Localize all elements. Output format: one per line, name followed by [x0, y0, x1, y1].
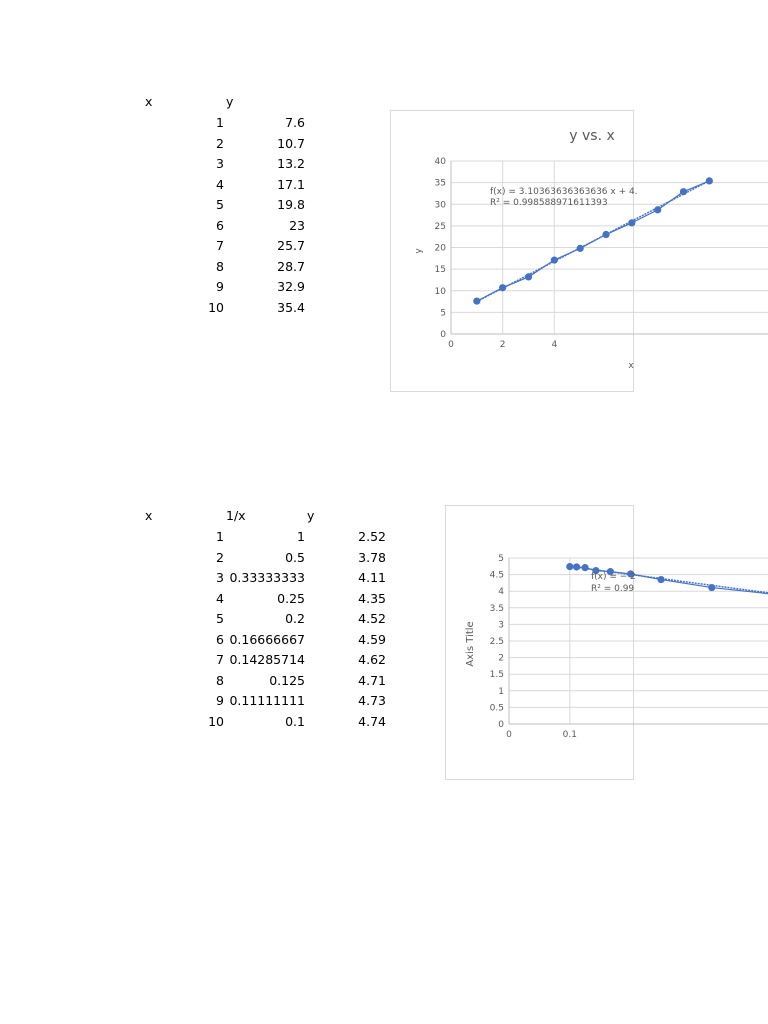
table1-y-cell: 10.7 — [277, 135, 305, 151]
table2-x-cell: 10 — [208, 713, 224, 729]
y-tick-label: 2 — [498, 653, 504, 664]
y-tick-label: 10 — [434, 286, 446, 297]
data-point — [499, 284, 506, 291]
data-point — [473, 298, 480, 305]
table2-y-cell: 4.35 — [358, 590, 386, 606]
y-tick-label: 40 — [434, 157, 446, 167]
table2-inv-x-cell: 1 — [297, 529, 305, 544]
data-point — [654, 206, 661, 213]
data-point — [581, 564, 588, 571]
plot-layer — [435, 157, 768, 350]
chart-y-vs-inverse-x-svg — [446, 506, 636, 779]
table2-x-cell: 3 — [216, 570, 224, 585]
table2-inv-x-cell: 0.2 — [285, 611, 305, 626]
table2-x-cell: 2 — [216, 549, 224, 565]
data-point — [628, 219, 635, 226]
chart-y-vs-x — [390, 110, 638, 392]
y-tick-label: 0 — [498, 720, 504, 730]
table2-header-inv-x: 1/x — [226, 508, 246, 523]
x-tick-label: 0 — [448, 340, 454, 350]
y-tick-label: 20 — [434, 243, 446, 254]
table1-y-cell: 13.2 — [277, 156, 305, 171]
table2-y-cell: 4.71 — [358, 672, 386, 688]
table1-x-cell: 8 — [216, 258, 224, 274]
table1-y-cell: 7.6 — [285, 115, 305, 130]
table2-y-cell: 4.73 — [358, 693, 386, 708]
table2-y-cell: 4.52 — [358, 611, 386, 626]
y-tick-label: 3 — [498, 620, 504, 631]
table2-inv-x-cell: 0.16666667 — [229, 631, 305, 647]
y-tick-label: 5 — [440, 308, 446, 319]
table1-y-cell: 32.9 — [277, 279, 305, 294]
y-tick-label: 35 — [434, 178, 446, 189]
table2-y-cell: 4.59 — [358, 631, 386, 647]
table2-x-cell: 1 — [216, 529, 224, 544]
table1-y-cell: 35.4 — [277, 299, 305, 315]
table1-x-cell: 3 — [216, 156, 224, 171]
x-tick-label: 2 — [499, 340, 506, 350]
data-point — [680, 188, 687, 195]
y-axis-label: Axis Title — [465, 621, 476, 667]
table1-x-cell: 10 — [208, 299, 224, 315]
chart-y-vs-x-svg — [391, 111, 638, 391]
table2-header-x: x — [145, 508, 153, 523]
table1-x-cell: 1 — [216, 115, 224, 130]
trendline-equation: f(x) = 3.10363636363636 x + 4. — [490, 187, 638, 197]
y-tick-label: 4 — [498, 587, 504, 598]
table2-x-cell: 4 — [216, 590, 224, 606]
chart-y-vs-inverse-x — [445, 505, 634, 780]
table2-header-y: y — [307, 508, 315, 523]
x-tick-label: 4 — [551, 340, 558, 350]
data-point — [551, 256, 558, 263]
table2-x-cell: 9 — [216, 693, 224, 708]
x-tick-label: 0.1 — [562, 730, 577, 740]
data-point — [602, 231, 609, 238]
data-point — [706, 177, 713, 184]
table2-inv-x-cell: 0.33333333 — [229, 570, 305, 585]
table1-header-y: y — [226, 94, 234, 109]
table1-y-cell: 23 — [289, 217, 305, 233]
table1-header-x: x — [145, 94, 153, 109]
table2-inv-x-cell: 0.25 — [277, 590, 305, 606]
y-tick-label: 4.5 — [489, 570, 504, 581]
table1-x-cell: 5 — [216, 197, 224, 212]
x-tick-label: 0 — [506, 730, 512, 740]
table2-inv-x-cell: 0.125 — [269, 672, 305, 688]
table2-y-cell: 4.74 — [358, 713, 386, 729]
trendline-equation: f(x) = − 2 — [591, 572, 636, 582]
y-tick-label: 0 — [440, 330, 446, 340]
y-tick-label: 2.5 — [489, 637, 504, 647]
x-axis-label: x — [628, 361, 634, 371]
y-tick-label: 25 — [434, 221, 446, 232]
data-point — [573, 563, 580, 570]
data-point — [577, 245, 584, 252]
table2-x-cell: 6 — [216, 631, 224, 647]
y-tick-label: 15 — [434, 265, 446, 276]
table2-inv-x-cell: 0.11111111 — [229, 693, 305, 708]
data-point — [525, 273, 532, 280]
table2-y-cell: 4.62 — [358, 652, 386, 667]
table2-inv-x-cell: 0.5 — [285, 549, 305, 565]
y-tick-label: 1.5 — [489, 670, 504, 681]
table1-x-cell: 9 — [216, 279, 224, 294]
table2-x-cell: 8 — [216, 672, 224, 688]
table1-x-cell: 2 — [216, 135, 224, 151]
chart-title: y vs. x — [569, 128, 615, 144]
data-point — [708, 584, 715, 591]
table2-x-cell: 7 — [216, 652, 224, 667]
table1-y-cell: 28.7 — [277, 258, 305, 274]
table2-y-cell: 4.11 — [358, 570, 386, 585]
y-tick-label: 0.5 — [489, 703, 504, 714]
data-point — [657, 576, 664, 583]
trendline-r-squared: R² = 0.99 — [591, 584, 635, 594]
table2-y-cell: 2.52 — [358, 529, 386, 544]
table1-x-cell: 7 — [216, 238, 224, 253]
table2-inv-x-cell: 0.14285714 — [229, 652, 305, 667]
y-tick-label: 5 — [498, 554, 504, 564]
y-tick-label: 1 — [498, 686, 504, 697]
table1-x-cell: 6 — [216, 217, 224, 233]
table1-x-cell: 4 — [216, 176, 224, 192]
trendline-r-squared: R² = 0.998588971611393 — [490, 198, 608, 208]
table2-inv-x-cell: 0.1 — [285, 713, 305, 729]
table1-y-cell: 19.8 — [277, 197, 305, 212]
data-point — [566, 563, 573, 570]
table1-y-cell: 17.1 — [277, 176, 305, 192]
table2-y-cell: 3.78 — [358, 549, 386, 565]
table1-y-cell: 25.7 — [277, 238, 305, 253]
table2-x-cell: 5 — [216, 611, 224, 626]
y-tick-label: 3.5 — [489, 603, 504, 614]
y-tick-label: 30 — [434, 200, 446, 211]
y-axis-label: y — [414, 248, 424, 254]
